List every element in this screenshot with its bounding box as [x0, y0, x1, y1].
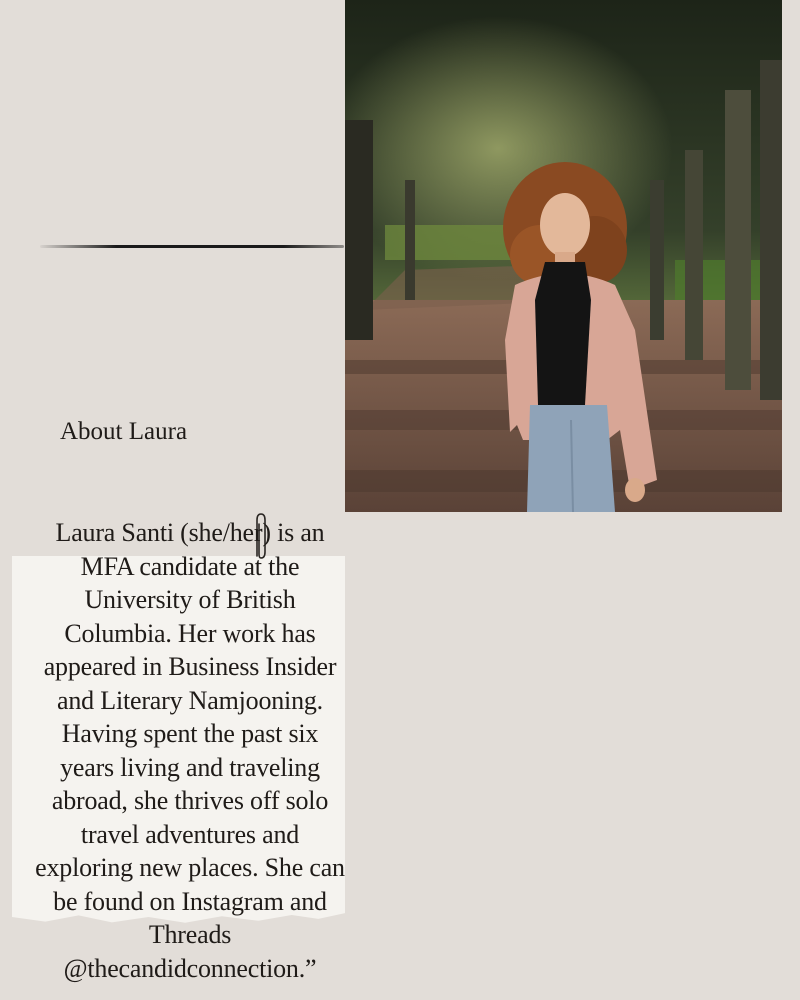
section-heading: About Laura	[60, 418, 188, 445]
bio-line: years living and traveling	[60, 752, 320, 782]
bio-line: appeared in Business Insider	[43, 652, 337, 681]
bio-line: Having spent the past six	[61, 719, 319, 748]
portrait-illustration	[345, 0, 782, 512]
divider-line	[40, 245, 344, 248]
bio-line: @thecandidconnection.”	[63, 953, 317, 983]
bio-line: travel adventures and	[80, 819, 300, 849]
bio-line: Threads	[148, 920, 232, 949]
bio-text	[0, 516, 380, 985]
portrait-photo	[345, 0, 782, 512]
bio-line: University of British	[84, 585, 296, 614]
bio-line: MFA candidate at the	[80, 551, 300, 581]
bio-line: be found on Instagram and	[53, 886, 327, 916]
bio-line: Laura Santi (she/her) is an	[55, 518, 325, 547]
bio-line: exploring new places. She can	[35, 853, 345, 882]
bio-line: Columbia. Her work has	[64, 618, 316, 648]
bio-line: abroad, she thrives off solo	[51, 786, 329, 815]
bio-line: and Literary Namjooning.	[57, 685, 323, 715]
